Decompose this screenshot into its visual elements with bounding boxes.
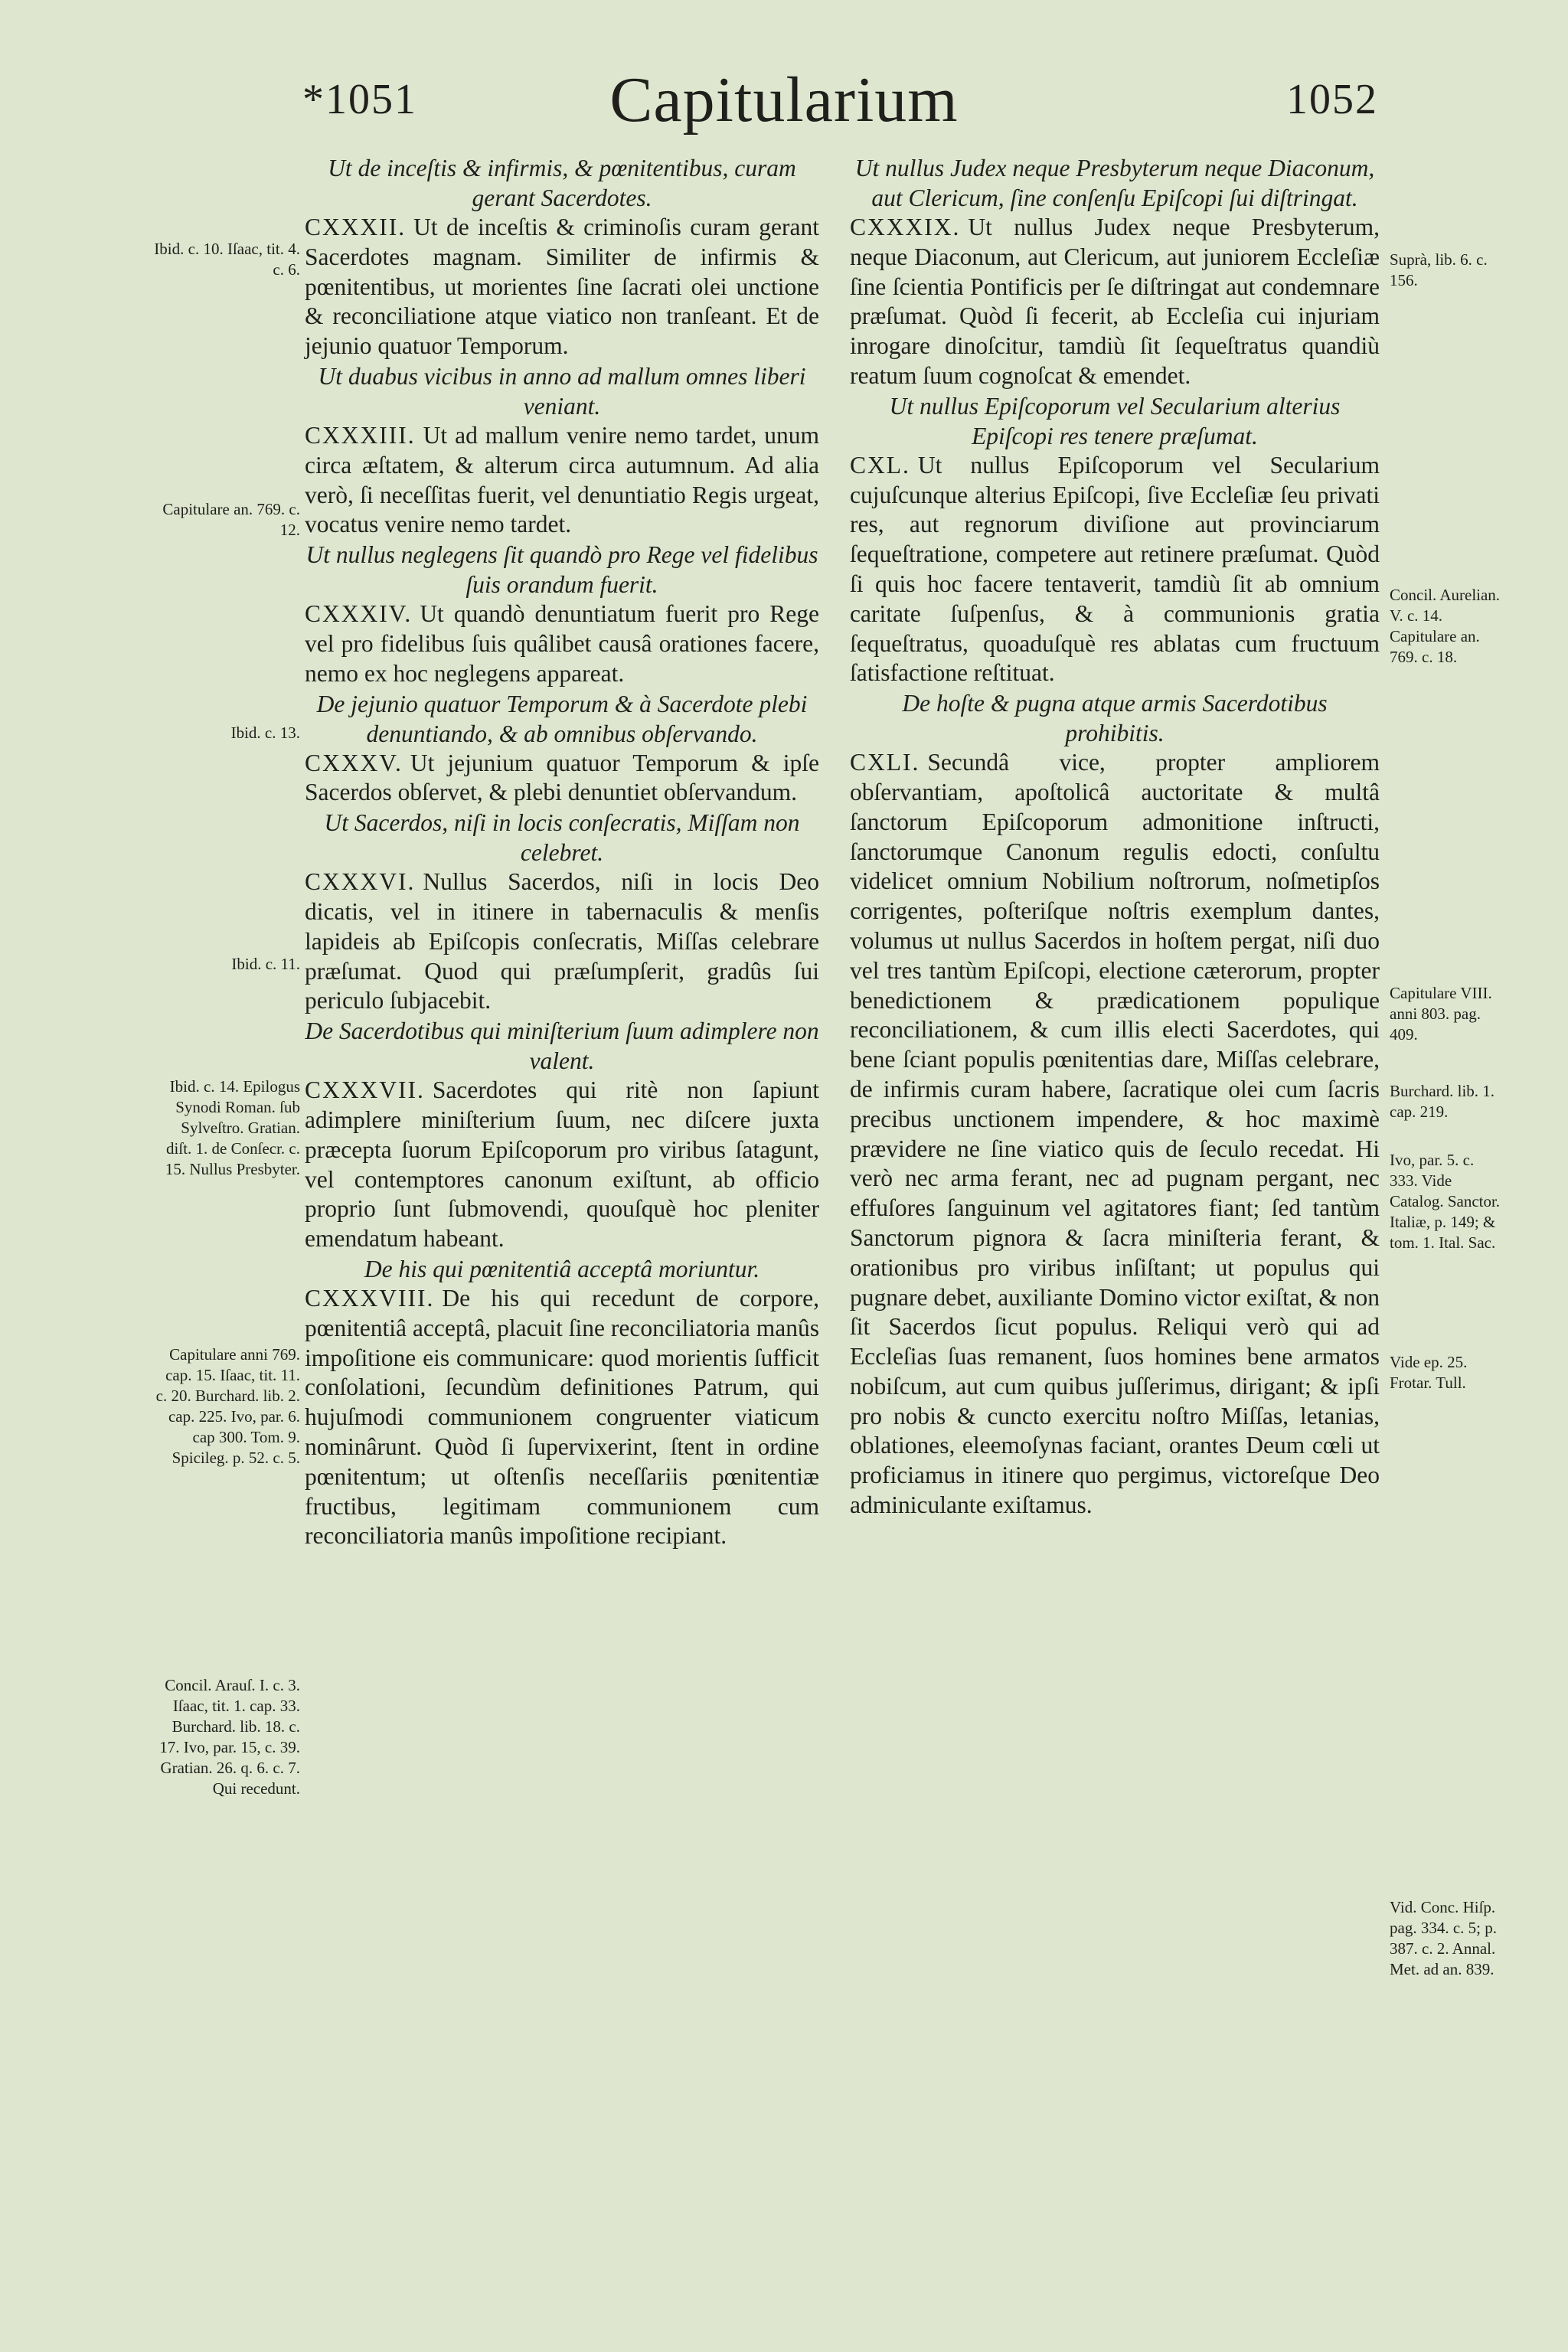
chapter-text (305, 1284, 819, 1551)
chapter-number: CXXXIII. (305, 421, 416, 449)
margin-note: Capitulare an. 769. c. 12. (162, 500, 300, 539)
chapter-number: CXLI. (850, 749, 920, 776)
chapter-number: CXXXVII. (305, 1076, 425, 1104)
margin-note: Ibid. c. 13. (230, 724, 300, 742)
chapter-text (305, 749, 819, 808)
chapter-136 (305, 808, 819, 1016)
margin-note: Ibid. c. 11. (231, 955, 300, 973)
chapter-rubric: Ut nullus Epiſcoporum vel Secularium alterius Epiſcopi res tenere præſumat. (889, 392, 1341, 449)
margin-note: Capitulare anni 769. cap. 15. Iſaac, tit. 11. c. 20. Burchard. lib. 2. cap. 225. Ivo, par. 6. cap 300. Tom. 9. Spicileg. p. 52. c. 5. (155, 1345, 300, 1467)
chapter-number: CXXXV. (305, 749, 403, 776)
margin-note: Burchard. lib. 1. cap. 219. (1390, 1082, 1495, 1121)
chapter-text (305, 599, 819, 688)
chapter-text (850, 748, 1380, 1521)
margin-note: Concil. Aurelian. V. c. 14. Capitulare an. 769. c. 18. (1390, 586, 1501, 666)
chapter-body: Ut ad mallum venire nemo tardet, unum circa æſtatem, & alterum circa autumnum. Ad alia verò, ſi neceſſitas fuerit, vel denuntiatio Regis urgeat, vocatus venire nemo tardet. (305, 421, 819, 538)
chapter-rubric: Ut nullus Judex neque Presbyterum neque Diaconum, aut Clericum, ſine conſenſu Epiſcopi ſui diſtringat. (854, 155, 1375, 211)
chapter-text (305, 1076, 819, 1254)
chapter-139 (850, 153, 1380, 391)
chapter-rubric: Ut de inceſtis & infirmis, & pœnitentibus, curam gerant Sacerdotes. (328, 155, 796, 211)
chapter-rubric: De his qui pœnitentiâ acceptâ moriuntur. (364, 1255, 760, 1282)
chapter-text (305, 867, 819, 1016)
chapter-141 (850, 688, 1380, 1521)
margin-note: Ivo, par. 5. c. 333. Vide Catalog. Sanctor. Italiæ, p. 149; & tom. 1. Ital. Sac. (1390, 1151, 1501, 1252)
chapter-number: CXXXVIII. (305, 1284, 435, 1312)
chapter-text (305, 421, 819, 540)
chapter-rubric: Ut Sacerdos, niſi in locis conſecratis, Miſſam non celebret. (324, 809, 800, 867)
page-number-left: *1051 (302, 76, 417, 123)
chapter-body: Ut jejunium quatuor Temporum & ipſe Sacerdos obſervet, & plebi denuntiet obſervandum. (305, 749, 819, 806)
chapter-body: Ut nullus Epiſcoporum vel Secularium cujuſcunque alterius Epiſcopi, ſive Eccleſiæ ſeu privati res, aut regnorum diviſione aut provinciarum ſequeſtratione, competere aut retinere præſumat. Quòd ſi quis hoc facere tentaverit, tamdiù ſit ab omnium caritate ſuſpenſus, & à communionis gratia ſequeſtratus, quoaduſquè res ablatas cum fructuum ſatisfactione reſtituat. (850, 451, 1380, 687)
chapter-rubric: Ut nullus neglegens ſit quandò pro Rege vel fidelibus ſuis orandum fuerit. (305, 541, 818, 599)
page-header (0, 0, 1568, 153)
chapter-number: CXXXIX. (850, 214, 961, 240)
chapter-135 (305, 689, 819, 808)
margin-note: Vid. Conc. Hiſp. pag. 334. c. 5; p. 387. c. 2. Annal. Met. ad an. 839. (1390, 1898, 1497, 1978)
chapter-rubric: De jejunio quatuor Temporum & à Sacerdote plebi denuntiando, & ab omnibus obſervando. (316, 690, 808, 747)
margin-note: Ibid. c. 10. Iſaac, tit. 4. c. 6. (154, 240, 300, 279)
chapter-number: CXXXIV. (305, 600, 413, 628)
margin-note: Capitulare VIII. anni 803. pag. 409. (1390, 984, 1492, 1044)
page-number-right: 1052 (1286, 76, 1378, 123)
right-text-column (850, 153, 1380, 1521)
chapter-number: CXXXII. (305, 214, 407, 240)
chapter-rubric: Ut duabus vicibus in anno ad mallum omnes liberi veniant. (318, 362, 806, 420)
chapter-133 (305, 361, 819, 540)
chapter-number: CXL. (850, 451, 910, 479)
chapter-number: CXXXVI. (305, 868, 416, 896)
chapter-body: Secundâ vice, propter ampliorem obſervantiam, apoſtolicâ auctoritate & multâ ſanctorum Epiſcoporum admonitione inſtructi, ſanctorumque Canonum regulis edocti, conſultu videlicet omnium Nobilium noſtrorum, noſmetipſos corrigentes, poſteriſque noſtris exemplum dantes, volumus ut nullus Sacerdos in hoſtem pergat, niſi duo vel tres tantùm Epiſcopi, electione cæterorum, propter benedictionem & prædicationem populique reconciliationem, & cum illis electi Sacerdotes, qui bene ſciant populis pœnitentias dare, Miſſas celebrare, de infirmis curam habere, ſacratique olei cum ſacris precibus unctionem impendere, & hoc maximè prævidere ne ſine viatico quis de ſeculo recedat. Hi verò nec arma ferant, nec ad pugnam pergant, nec effuſores ſanguinum vel agitatores fiant; ſed tantùm Sanctorum pignora & ſacra miniſteria ferant, & orationibus pro viribus inſiſtant; ut populus qui pugnare debet, auxiliante Domino victor exiſtat, & non ſit Sacerdos ſicut populus. Reliqui verò qui ad Eccleſias ſuas remanent, ſuos homines bene armatos nobiſcum, aut cum quibus juſſerimus, dirigant; & ipſi pro nobis & cuncto exercitu noſtro Miſſas, letanias, oblationes, eleemoſynas faciant, orantes Deum cœli ut proficiamus in itinere quo pergimus, victoreſque Deo adminiculante exiſtamus. (850, 749, 1380, 1519)
chapter-body: Ut de inceſtis & criminoſis curam gerant Sacerdotes magnam. Similiter de infirmis & pœnitentibus, ut morientes ſine ſacrati olei unctione & reconciliatione atque viatico non tranſeant. Et de jejunio quatuor Temporum. (305, 214, 819, 360)
left-text-column (305, 153, 819, 1551)
margin-note: Concil. Arauſ. I. c. 3. Iſaac, tit. 1. cap. 33. Burchard. lib. 18. c. 17. Ivo, par. 15, c. 39. Gratian. 26. q. 6. c. 7. Qui recedunt. (159, 1676, 300, 1798)
chapter-body: Nullus Sacerdos, niſi in locis Deo dicatis, vel in itinere in tabernaculis & menſis lapideis ab Epiſcopis conſecratis, Miſſas celebrare præſumat. Quod qui præſumpſerit, gradûs ſui periculo ſubjacebit. (305, 868, 819, 1014)
chapter-134 (305, 540, 819, 688)
chapter-rubric: De hoſte & pugna atque armis Sacerdotibus prohibitis. (902, 690, 1328, 747)
chapter-137 (305, 1016, 819, 1254)
chapter-138 (305, 1254, 819, 1551)
chapter-140 (850, 391, 1380, 688)
chapter-132 (305, 153, 819, 361)
chapter-text (305, 213, 819, 361)
chapter-text (850, 451, 1380, 688)
chapter-body: Sacerdotes qui ritè non ſapiunt adimplere miniſterium ſuum, nec diſcere juxta præcepta ſuorum Epiſcoporum pro viribus ſatagunt, vel contemptores canonum exiſtunt, ab officio proprio ſunt ſubmovendi, quouſquè hoc pleniter emendatum habeant. (305, 1076, 819, 1253)
chapter-body: Ut quandò denuntiatum fuerit pro Rege vel pro fidelibus ſuis quâlibet causâ orationes facere, nemo ex hoc neglegens appareat. (305, 600, 819, 687)
margin-note: Vide ep. 25. Frotar. Tull. (1390, 1353, 1468, 1392)
chapter-rubric: De Sacerdotibus qui miniſterium ſuum adimplere non valent. (305, 1018, 819, 1075)
chapter-text (850, 213, 1380, 391)
margin-note: Ibid. c. 14. Epilogus Synodi Roman. ſub Sylveſtro. Gratian. diſt. 1. de Conſecr. c. 15. Nullus Presbyter. (165, 1077, 300, 1178)
chapter-body: De his qui recedunt de corpore, pœnitentiâ acceptâ, placuit ſine reconciliatoria manûs impoſitione eis communicare: quod morientis ſufficit conſolationi, ſecundùm definitiones Patrum, qui hujuſmodi communionem congruenter viaticum nominârunt. Quòd ſi ſupervixerint, ſtent in ordine pœnitentum; ut oſtenſis neceſſariis pœnitentiæ fructibus, legitimam communionem cum reconciliatoria manûs impoſitione recipiant. (305, 1284, 819, 1550)
running-title: Capitularium (609, 64, 959, 136)
margin-note: Suprà, lib. 6. c. 156. (1390, 250, 1488, 289)
chapter-body: Ut nullus Judex neque Presbyterum, neque Diaconum, aut Clericum, aut juniorem Eccleſiæ ſine ſcientia Pontificis per ſe diſtringat aut condemnare præſumat. Quòd ſi fecerit, ab Eccleſia cui injuriam inrogare dinoſcitur, tamdiù ſit ſequeſtratus quandiù reatum ſuum cognoſcat & emendet. (850, 214, 1380, 389)
